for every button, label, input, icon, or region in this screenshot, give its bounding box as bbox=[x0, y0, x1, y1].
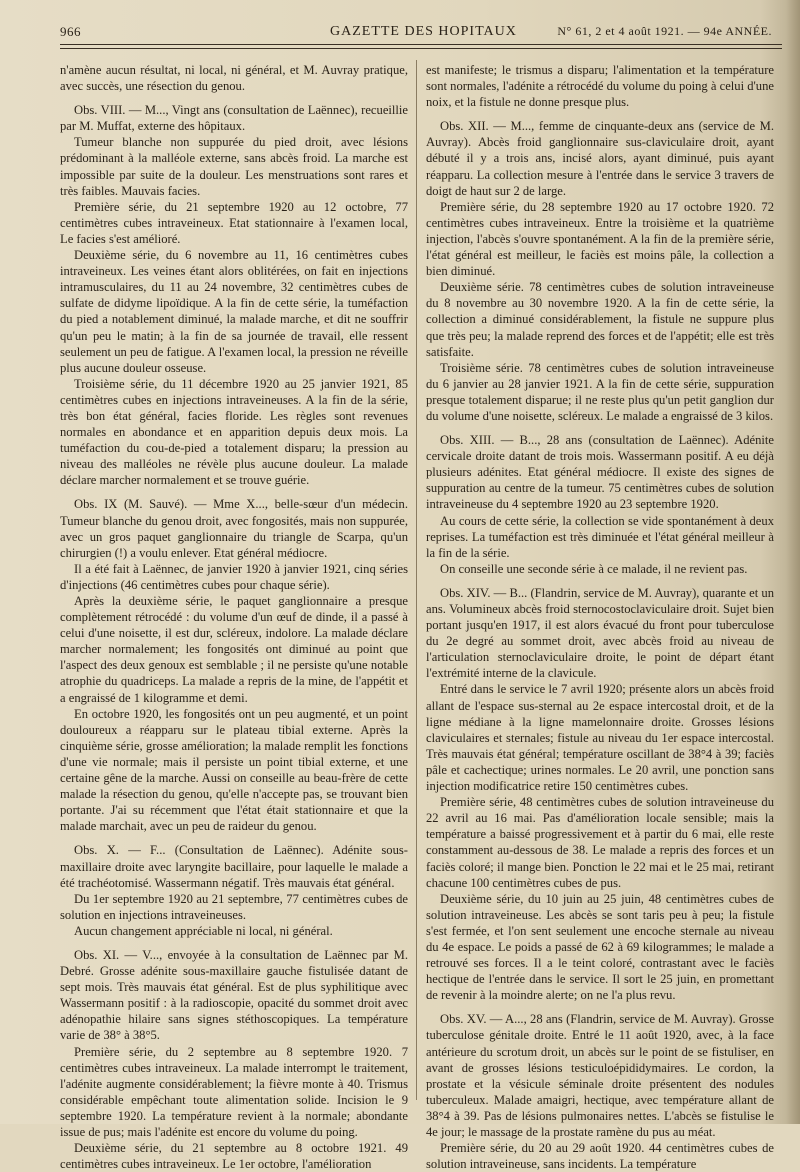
paragraph: Deuxième série, du 10 juin au 25 juin, 48 centimètres cubes de solution intraveineuse. Les abcès se sont taris peu à peu; la fistule s'est fermée, et l'on sent seulement une encoche sternale au niveau du 4e espace. Le poids a passé de 62 à 69 kilogrammes; le malade a retrouvé ses forces. Il a le teint coloré, contrastant avec le faciès hectique de l'entrée dans le service. Il sort le 25 juin, en promettant de revenir à la moindre alerte; on ne l'a plus revu. bbox=[426, 891, 774, 1003]
column-divider bbox=[416, 60, 417, 1100]
paragraph: Troisième série. 78 centimètres cubes de solution intraveineuse du 6 janvier au 28 janvier 1921. A la fin de cette série, suppuration presque totalement disparue; il ne reste plus qu'un petit ganglion dur du volume d'une noisette, scléreux. Le malade a engraissé de 3 kilos. bbox=[426, 360, 774, 423]
page-edge-shadow bbox=[786, 0, 800, 1124]
paragraph: Première série, du 2 septembre au 8 septembre 1920. 7 centimètres cubes intraveineux. La malade interrompt le traitement, l'adénite augmente considérablement; la fièvre monte à 40. Trismus considérable empêchant toute alimentation solide. Incision le 9 septembre 1920. La température revient à la normale; abondante issue de pus; mais l'adénite est encore du volume du poing. bbox=[60, 1044, 408, 1139]
header-rule-double bbox=[60, 48, 782, 49]
paragraph: n'amène aucun résultat, ni local, ni général, et M. Auvray pratique, avec succès, une résection du genou. bbox=[60, 63, 408, 94]
page-number: 966 bbox=[60, 24, 81, 39]
right-column bbox=[426, 62, 774, 1172]
paragraph: Tumeur blanche non suppurée du pied droit, avec lésions prédominant à la malléole externe, sans abcès froid. La marche est impossible par suite de la douleur. Les menstruations sont rares et très faibles. Mauvais facies. bbox=[60, 135, 408, 198]
observation-heading: Obs. XV. — A..., 28 ans (Flandrin, service de M. Auvray). Grosse tuberculose génitale droite. Entré le 11 août 1920, avec, à la face antérieure du scrotum droit, un abcès sur le point de se fistuliser, en avant de grosses lésions testiculoépididymaires. Le cordon, la prostate et la vésicule séminale droite présentent des nodules tuberculeux. Malade amaigri, hectique, avec température allant de 38°4 à 39. Pas de lésions pulmonaires nettes. L'abcès se fistulise le 4e jour; le massage de la prostate ramène du pus au méat. bbox=[426, 1012, 774, 1139]
paragraph: Après la deuxième série, le paquet ganglionnaire a presque complètement rétrocédé : du volume d'un œuf de dinde, il a passé à celui d'une noisette, il est dur, scléreux, indolore. La malade déclare marcher normalement; les fongosités ont diminué au point que l'aspect des deux genoux est semblable ; il ne persiste qu'une notable atrophie du quadriceps. La malade a repris de la mine, de l'appétit et a engraissé de 1 kilogramme et demi. bbox=[60, 594, 408, 705]
observation-heading: Obs. IX (M. Sauvé). — Mme X..., belle-sœur d'un médecin. Tumeur blanche du genou droit, avec fongosités, mais non suppurée, avec un gros paquet ganglionnaire du triangle de Scarpa, qu'un chirurgien (!) a voulu enlever. Etat général médiocre. bbox=[60, 497, 408, 560]
paragraph: En octobre 1920, les fongosités ont un peu augmenté, et un point douloureux a réapparu sur le plateau tibial externe. Après la cinquième série, grosse amélioration; la malade remplit les fonctions d'une vie normale; mais il persiste un point tibial externe, et une certaine gêne de la marche. Aussi on conseille au beau-frère de cette malade la résection du genou, qu'elle n'accepte pas, se trouvant bien portante. J'ai su récemment que l'état était stationnaire et que la malade marchait, avec un peu de raideur du genou. bbox=[60, 706, 408, 834]
journal-title: GAZETTE DES HOPITAUX bbox=[330, 24, 517, 39]
observation-heading: Obs. XI. — V..., envoyée à la consultation de Laënnec par M. Debré. Grosse adénite sous-maxillaire gauche fistulisée datant de sept mois. Très mauvais état général. Est de plus syphilitique avec Wassermann positif : à la radioscopie, opacité du sommet droit avec adénopathie hilaire sans signes stéthoscopiques. La température varie de 38° à 38°5. bbox=[60, 947, 408, 1043]
paragraph: Première série, du 21 septembre 1920 au 12 octobre, 77 centimètres cubes intraveineux. Etat stationnaire à l'examen local, Le facies s'est amélioré. bbox=[60, 199, 408, 246]
paragraph: Aucun changement appréciable ni local, ni général. bbox=[74, 923, 333, 938]
observation-heading: Obs. VIII. — M..., Vingt ans (consultation de Laënnec), recueillie par M. Muffat, externe des hôpitaux. bbox=[60, 103, 408, 134]
paragraph: Au cours de cette série, la collection se vide spontanément à deux reprises. La tuméfaction est très diminuée et l'état général meilleur à la fin de la série. bbox=[426, 513, 774, 560]
observation-heading: Obs. X. — F... (Consultation de Laënnec). Adénite sous-maxillaire droite avec laryngite bacillaire, pour laquelle le malade a été trachéotomisé. Wassermann négatif. Très mauvais état général. bbox=[60, 843, 408, 890]
paragraph: Il a été fait à Laënnec, de janvier 1920 à janvier 1921, cinq séries d'injections (46 centimètres cubes pour chaque série). bbox=[60, 561, 408, 592]
issue-info: N° 61, 2 et 4 août 1921. — 94e ANNÉE. bbox=[557, 24, 772, 38]
paragraph: Première série, 48 centimètres cubes de solution intraveineuse du 22 avril au 16 mai. Pas d'amélioration locale sensible; mais la température a baissé progressivement et à partir du 6 mai, elle reste constamment au-dessous de 38. Le malade a repris des forces et un faciès coloré; il mange bien. Ponction le 22 mai et le 25 mai, retirant chacune 100 centimètres cubes de pus. bbox=[426, 795, 774, 890]
observation-heading: Obs. XIII. — B..., 28 ans (consultation de Laënnec). Adénite cervicale droite datant de trois mois. Wassermann positif. A eu déjà plusieurs adénites. Etat général médiocre. Il existe des signes de suppuration au centre de la tumeur. 75 centimètres cubes de solution intraveineuse du 4 septembre 1920 au 23 septembre 1920. bbox=[426, 433, 774, 512]
header-rule bbox=[60, 44, 782, 45]
paragraph: Du 1er septembre 1920 au 21 septembre, 77 centimètres cubes de solution en injections intraveineuses. bbox=[60, 891, 408, 922]
paragraph: Deuxième série. 78 centimètres cubes de solution intraveineuse du 8 novembre au 30 novembre 1920. A la fin de cette série, la collection a diminué considérablement, la fistule ne suppure plus que très peu; la malade reprend des forces et de l'appétit; elle est très satisfaite. bbox=[426, 280, 774, 359]
paragraph: Deuxième série, du 6 novembre au 11, 16 centimètres cubes intraveineux. Les veines étant alors oblitérées, on fait en injections intramusculaires, du 11 au 24 novembre, 32 centimètres cubes de sulfate de didyme lipoïdique. A la fin de cette série, la tuméfaction du pied a notablement diminué, la malade marche, et dit ne souffrir qu'un peu le matin; à la fin de sa journée de travail, elle ressent seulement un peu de fatigue. A l'examen local, la pression ne réveille plus aucune douleur osseuse. bbox=[60, 248, 408, 375]
paragraph: Deuxième série, du 21 septembre au 8 octobre 1921. 49 centimètres cubes intraveineux. Le 1er octobre, l'amélioration bbox=[60, 1141, 408, 1172]
observation-heading: Obs. XII. — M..., femme de cinquante-deux ans (service de M. Auvray). Abcès froid ganglionnaire sus-claviculaire droit, ayant débuté il y a trois ans, incisé alors, ayant diminué, puis ayant réapparu. La collection mesure à l'entrée dans le service 3 travers de doigt de haut sur 2 de large. bbox=[426, 119, 774, 198]
left-column bbox=[60, 62, 408, 1172]
paragraph: On conseille une seconde série à ce malade, il ne revient pas. bbox=[440, 561, 748, 576]
paragraph: Première série, du 28 septembre 1920 au 17 octobre 1920. 72 centimètres cubes intraveineux. Entre la troisième et la quatrième injection, l'abcès s'ouvre spontanément. A la fin de la première série, l'état général est meilleur, le faciès est moins pâle, la collection a bien diminué. bbox=[426, 199, 774, 279]
paragraph: est manifeste; le trismus a disparu; l'alimentation et la température sont normales, l'adénite a rétrocédé du volume du poing à celui d'une noix, et la fistule ne donne presque plus. bbox=[426, 63, 774, 110]
observation-heading: Obs. XIV. — B... (Flandrin, service de M. Auvray), quarante et un ans. Volumineux abcès froid sternocostoclaviculaire droit. Sujet bien portant jusqu'en 1917, il est alors évacué du front pour tuberculose du 2e degré au sommet droit, avec abcès froid au niveau de l'articulation sternoclaviculaire droite, le point de départ étant l'extrémité interne de la clavicule. bbox=[426, 585, 774, 681]
paragraph: Entré dans le service le 7 avril 1920; présente alors un abcès froid allant de l'espace sus-sternal au 2e espace intercostal droit, et de la ligne médiane à la ligne mamelonnaire droite. Grosses lésions claviculaires et sternales; fistule au niveau du 1er espace intercostal. Très mauvais état général; température oscillant de 38°4 à 39; faciès pâle et cachectique; urines normales. Le 20 avril, une ponction sans injection modificatrice retire 150 centimètres cubes. bbox=[426, 682, 774, 794]
paragraph: Troisième série, du 11 décembre 1920 au 25 janvier 1921, 85 centimètres cubes en injections intraveineuses. A la fin de la série, très bon état général, facies floride. Les règles sont revenues normales en abondance et en apparition depuis deux mois. La tuméfaction du cou-de-pied a totalement disparu; la pression au niveau des malléoles ne révèle plus aucune douleur. La malade déclare marcher normalement et se trouve guérie. bbox=[60, 376, 408, 488]
page-header bbox=[60, 18, 772, 42]
paragraph: Première série, du 20 au 29 août 1920. 44 centimètres cubes de solution intraveineuse, sans incidents. La température bbox=[426, 1141, 774, 1172]
